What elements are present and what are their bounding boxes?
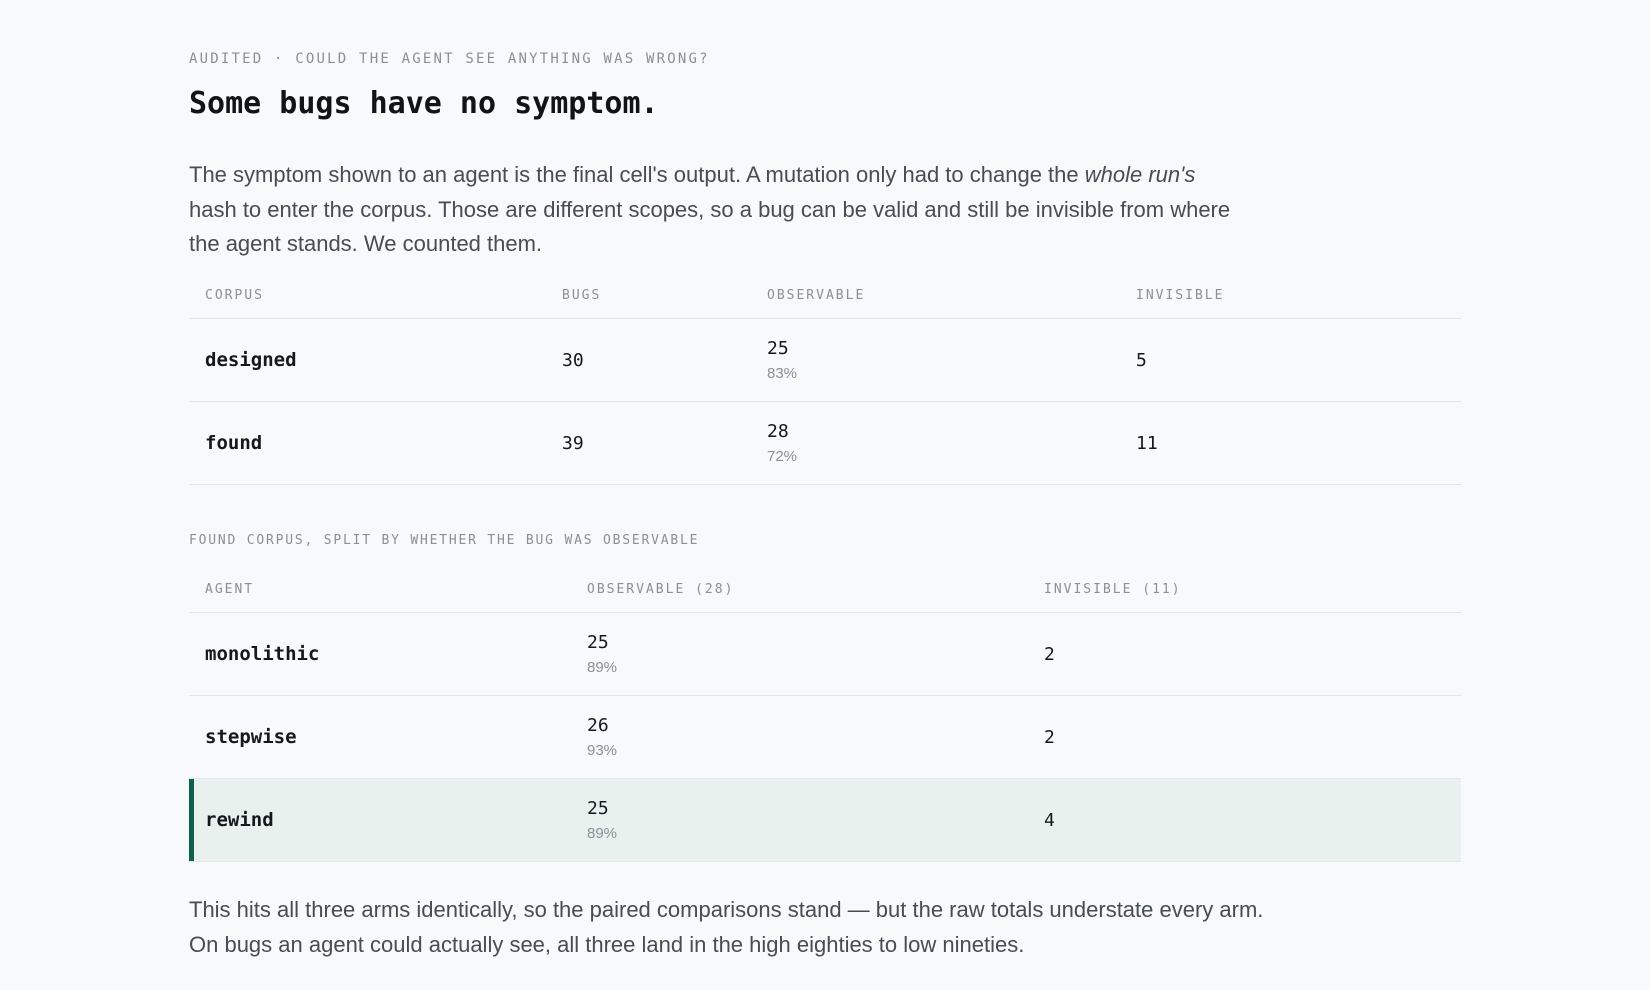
observable-count: 28 bbox=[767, 421, 789, 442]
table-row bbox=[189, 696, 1461, 779]
agent-name: stepwise bbox=[189, 696, 571, 779]
corpus-table-header-row bbox=[189, 272, 1461, 319]
corpus-header-bugs: BUGS bbox=[546, 272, 751, 319]
agent-observable bbox=[571, 696, 1028, 779]
agent-invisible: 4 bbox=[1028, 779, 1461, 862]
corpus-bugs: 39 bbox=[546, 402, 751, 485]
agent-invisible: 2 bbox=[1028, 613, 1461, 696]
split-header-observable: OBSERVABLE (28) bbox=[571, 566, 1028, 613]
intro-emphasis: whole run's bbox=[1084, 162, 1196, 187]
observable-percent: 89% bbox=[587, 825, 618, 842]
table-row-highlighted bbox=[189, 779, 1461, 862]
observable-percent: 72% bbox=[767, 448, 798, 465]
corpus-header-corpus: CORPUS bbox=[189, 272, 546, 319]
agent-name: rewind bbox=[189, 779, 571, 862]
intro-paragraph bbox=[189, 158, 1249, 262]
corpus-bugs: 30 bbox=[546, 319, 751, 402]
page-title: Some bugs have no symptom. bbox=[189, 86, 659, 121]
corpus-observable bbox=[751, 402, 1120, 485]
corpus-header-observable: OBSERVABLE bbox=[751, 272, 1120, 319]
agent-name: monolithic bbox=[189, 613, 571, 696]
split-table bbox=[189, 566, 1461, 862]
table-row bbox=[189, 402, 1461, 485]
observable-count: 25 bbox=[587, 632, 609, 653]
split-table-header-row bbox=[189, 566, 1461, 613]
observable-percent: 89% bbox=[587, 659, 618, 676]
observable-count: 26 bbox=[587, 715, 609, 736]
corpus-table bbox=[189, 272, 1461, 485]
corpus-header-invisible: INVISIBLE bbox=[1120, 272, 1461, 319]
outro-paragraph: This hits all three arms identically, so the paired comparisons stand — but the raw totals understate every arm. On bugs an agent could actually see, all three land in the high eighties to low nineties. bbox=[189, 897, 1264, 957]
corpus-name: designed bbox=[189, 319, 546, 402]
agent-invisible: 2 bbox=[1028, 696, 1461, 779]
corpus-invisible: 11 bbox=[1120, 402, 1461, 485]
section-eyebrow: AUDITED · COULD THE AGENT SEE ANYTHING WAS WRONG? bbox=[189, 51, 710, 67]
observable-count: 25 bbox=[767, 338, 789, 359]
split-header-invisible: INVISIBLE (11) bbox=[1028, 566, 1461, 613]
corpus-observable bbox=[751, 319, 1120, 402]
split-header-agent: AGENT bbox=[189, 566, 571, 613]
table-row bbox=[189, 613, 1461, 696]
split-table-caption: FOUND CORPUS, SPLIT BY WHETHER THE BUG WAS OBSERVABLE bbox=[189, 533, 700, 548]
observable-percent: 83% bbox=[767, 365, 798, 382]
intro-text-2: hash to enter the corpus. Those are different scopes, so a bug can be valid and still be invisible from where the agent stands. We counted them. bbox=[189, 196, 1231, 256]
agent-observable bbox=[571, 779, 1028, 862]
table-row bbox=[189, 319, 1461, 402]
agent-observable bbox=[571, 613, 1028, 696]
corpus-invisible: 5 bbox=[1120, 319, 1461, 402]
observable-percent: 93% bbox=[587, 742, 618, 759]
observable-count: 25 bbox=[587, 798, 609, 819]
intro-text-1: The symptom shown to an agent is the final cell's output. A mutation only had to change the bbox=[189, 162, 1085, 187]
corpus-name: found bbox=[189, 402, 546, 485]
